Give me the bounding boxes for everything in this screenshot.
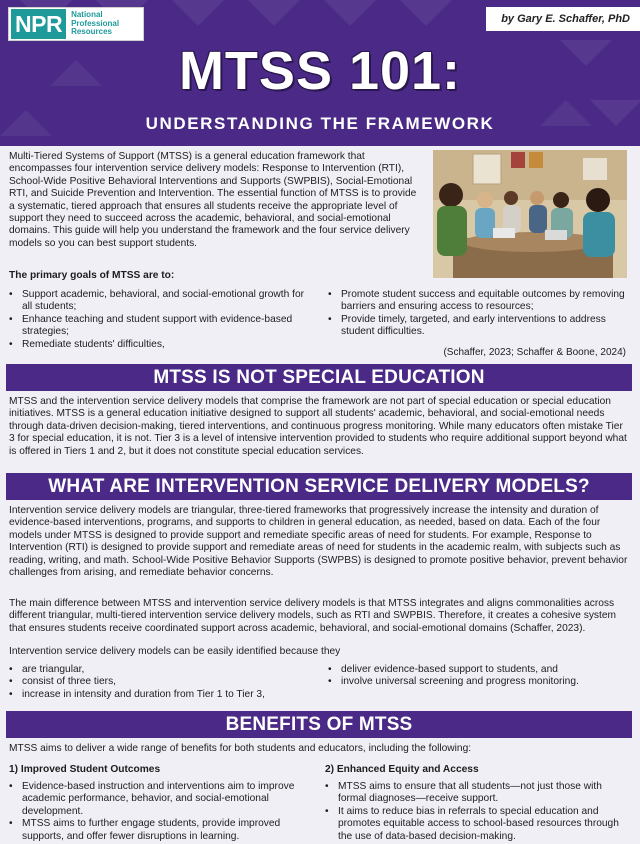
list-item: • involve universal screening and progress monitoring. xyxy=(325,676,635,688)
author-byline: by Gary E. Schaffer, PhD xyxy=(486,7,640,31)
models-paragraph-1: Intervention service delivery models are triangular, three-tiered frameworks that progressively increase the intensity and duration of evidence-based interventions, programs, and supports to children in general education, as needed, based on data. Each of the four models under MTSS is designed to provide support and remediate specific areas of need for students. For example, Response to Intervention (RTI) is designed to provide support and remediate areas of need for students in the academic realm, with subjects such as reading, writing, and math. School-Wide Positive Behavior Supports (SWPBS) is designed to promote positive behavior, prevent behavior challenges from arising, and remediate behavior concerns. xyxy=(9,505,628,579)
list-item: • are triangular, xyxy=(6,664,326,676)
list-item: • increase in intensity and duration from Tier 1 to Tier 3, xyxy=(6,689,326,701)
benefits-col2-list xyxy=(322,781,636,843)
logo-text: National Professional Resources xyxy=(71,10,120,37)
list-item: • MTSS aims to ensure that all students—not just those with formal diagnoses—receive support. xyxy=(322,781,636,806)
goals-heading: The primary goals of MTSS are to: xyxy=(9,270,175,281)
list-item: • Remediate students' difficulties, xyxy=(6,339,316,351)
classroom-photo xyxy=(433,150,627,278)
benefits-col1-list xyxy=(6,781,316,843)
list-item: • Provide timely, targeted, and early interventions to address student difficulties. xyxy=(325,314,635,339)
classroom-illustration xyxy=(433,150,627,278)
goals-list-right xyxy=(325,289,635,339)
section-heading-benefits: BENEFITS OF MTSS xyxy=(6,711,632,738)
models-list-right xyxy=(325,664,635,689)
list-item: • Evidence-based instruction and interventions aim to improve academic performance, behavior, and social-emotional development. xyxy=(6,781,316,818)
section-heading-models: WHAT ARE INTERVENTION SERVICE DELIVERY MODELS? xyxy=(6,473,632,500)
logo-mark: NPR xyxy=(11,9,66,39)
benefits-col2-heading: 2) Enhanced Equity and Access xyxy=(325,764,479,775)
intro-paragraph: Multi-Tiered Systems of Support (MTSS) is a general education framework that encompasses four intervention service delivery models: Response to Intervention (RTI), School-Wide Positive Behavioral Interventions and Supports (SWPBIS), Social-Emotional RTI, and Suicide Prevention and Intervention. The essential function of MTSS is to provide a systematic, tiered approach that ensures all students receive the appropriate level of support they need to succeed across the academic, behavioral, and social-emotional domains. This guide will help you understand the framework and the four service delivery models so you can best support students. xyxy=(9,151,417,249)
header-banner xyxy=(0,0,640,146)
list-item: • MTSS aims to further engage students, provide improved supports, and offer fewer disruptions in learning. xyxy=(6,818,316,843)
list-item: • Enhance teaching and student support with evidence-based strategies; xyxy=(6,314,316,339)
page-subtitle: UNDERSTANDING THE FRAMEWORK xyxy=(145,114,495,133)
models-list-left xyxy=(6,664,326,701)
list-item: • Promote student success and equitable outcomes by removing barriers and ensuring access to resources; xyxy=(325,289,635,314)
benefits-col1-heading: 1) Improved Student Outcomes xyxy=(9,764,161,775)
models-paragraph-3: Intervention service delivery models can be easily identified because they xyxy=(9,646,341,657)
section-heading-not-special-education: MTSS IS NOT SPECIAL EDUCATION xyxy=(6,364,632,391)
benefits-intro: MTSS aims to deliver a wide range of benefits for both students and educators, including the following: xyxy=(9,743,472,754)
page-title: MTSS 101: xyxy=(178,41,462,101)
not-special-paragraph: MTSS and the intervention service delivery models that comprise the framework are not part of special education or special education initiatives. MTSS is a general education initiative designed to support all students' academic, behavioral, and social-emotional needs through data-driven decision-making, tiered interventions, and continuous progress monitoring. While many educators often mistake Tier 3 for special education, it is not. Tier 3 is a level of intensive intervention provided to students who require additional support beyond what is offered in Tiers 1 and 2, but it does not constitute special education services. xyxy=(9,396,627,457)
goals-list-left xyxy=(6,289,316,351)
list-item: • Support academic, behavioral, and social-emotional growth for all students; xyxy=(6,289,316,314)
list-item: • It aims to reduce bias in referrals to special education and promotes equitable access to school-based resources through the use of data-based decision-making. xyxy=(322,806,636,843)
goals-citation: (Schaffer, 2023; Schaffer & Boone, 2024) xyxy=(443,347,626,358)
list-item: • consist of three tiers, xyxy=(6,676,326,688)
npr-logo xyxy=(8,7,144,41)
models-paragraph-2: The main difference between MTSS and intervention service delivery models is that MTSS integrates and aligns commonalities across different triangular, multi-tiered intervention service delivery models, such as RTI and SWPBIS. Therefore, it creates a cohesive system that ensures students receive coordinated support across academic, behavioral, and social-emotional domains (Schaffer, 2023). xyxy=(9,598,616,634)
list-item: • deliver evidence-based support to students, and xyxy=(325,664,635,676)
